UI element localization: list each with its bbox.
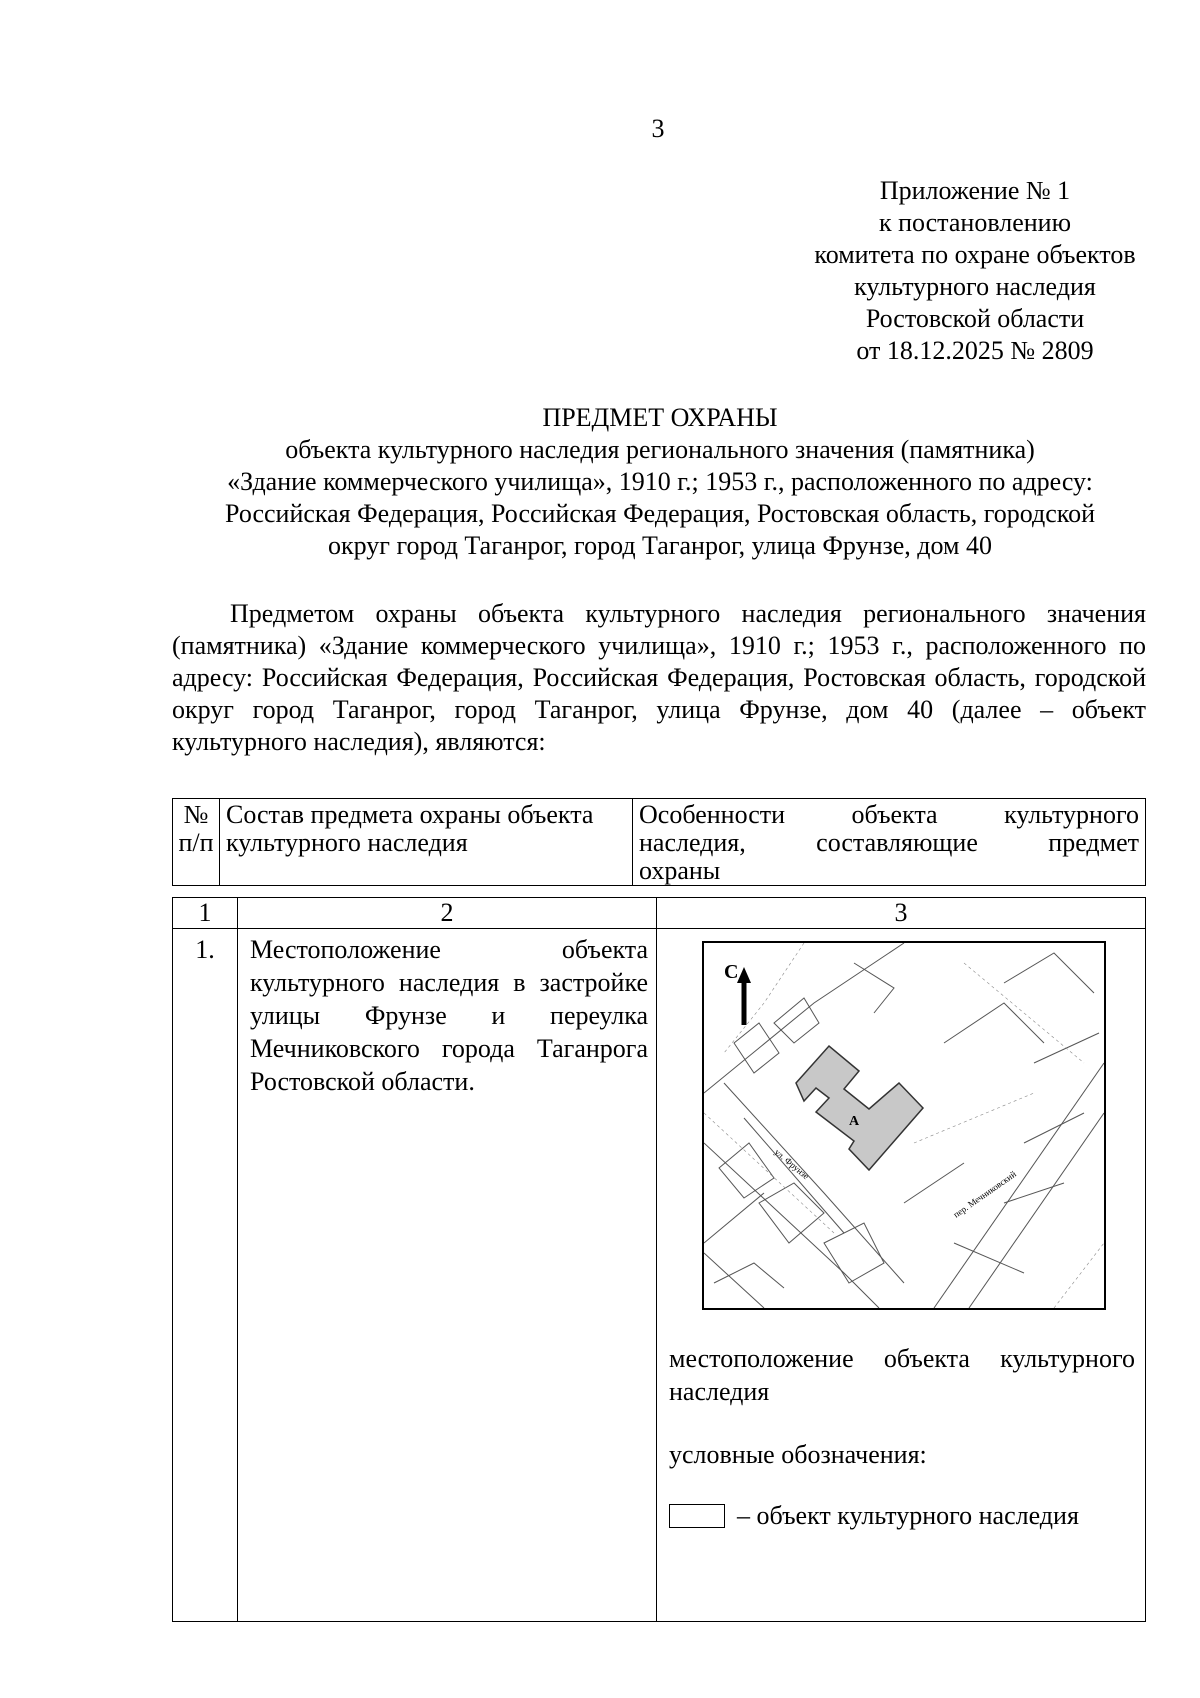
header-table	[172, 798, 1146, 886]
title-line: «Здание коммерческого училища», 1910 г.; 1953 г., расположенного по адресу:	[227, 467, 1093, 496]
features-text	[657, 1342, 1145, 1532]
document-title-block	[160, 402, 1160, 562]
street-label: ул. Фрунзе	[772, 1146, 811, 1182]
legend-title: условные обозначения:	[669, 1440, 927, 1469]
header-features-line: наследия, составляющие предмет	[639, 828, 1139, 857]
legend-item	[669, 1499, 1135, 1532]
appendix-line: культурного наследия	[854, 272, 1096, 301]
column-index: 1	[173, 898, 238, 929]
header-features-line: Особенности объекта культурного	[639, 800, 1139, 829]
page-number: 3	[651, 114, 665, 143]
header-features-cell	[633, 799, 1146, 886]
header-features-line: охраны	[639, 856, 721, 885]
appendix-line: Ростовской области	[865, 304, 1085, 333]
header-number-abbr: п/п	[178, 828, 214, 857]
column-index: 2	[238, 898, 657, 929]
row-features-cell	[657, 929, 1146, 1622]
column-index: 3	[657, 898, 1146, 929]
north-label: С	[724, 961, 739, 983]
appendix-line: Приложение № 1	[879, 176, 1071, 205]
legend-swatch	[669, 1504, 725, 1528]
appendix-block	[760, 175, 1190, 367]
appendix-line: от 18.12.2025 № 2809	[856, 336, 1094, 365]
subject-table	[172, 897, 1146, 1622]
appendix-line: комитета по охране объектов	[814, 240, 1136, 269]
heritage-object-outline	[796, 1046, 923, 1170]
title-line: Российская Федерация, Российская Федерация, Ростовская область, городской	[225, 499, 1095, 528]
location-description: Местоположение объекта культурного наследия в застройке улицы Фрунзе и переулка Мечниковского города Таганрога Ростовской области.	[250, 935, 648, 1096]
appendix-line: к постановлению	[878, 208, 1072, 237]
header-number-cell	[173, 799, 220, 886]
document-heading: ПРЕДМЕТ ОХРАНЫ	[542, 403, 778, 432]
map-caption: местоположение объекта культурного наследия	[669, 1344, 1135, 1406]
row-composition-cell	[238, 929, 657, 1622]
column-index-row	[173, 898, 1146, 929]
legend-item-label: – объект культурного наследия	[737, 1501, 1079, 1530]
header-composition-cell: Состав предмета охраны объекта культурного наследия	[220, 799, 633, 886]
location-map	[702, 941, 1106, 1310]
street-label: пер. Мечниковский	[951, 1168, 1018, 1220]
table-row	[173, 929, 1146, 1622]
location-map-drawing	[704, 943, 1104, 1308]
north-arrowhead-icon	[737, 967, 751, 983]
object-label: А	[849, 1114, 860, 1129]
title-line: округ город Таганрог, город Таганрог, улица Фрунзе, дом 40	[327, 531, 992, 560]
header-number-symbol: №	[183, 800, 209, 829]
title-line: объекта культурного наследия регионального значения (памятника)	[285, 435, 1035, 464]
row-number: 1.	[173, 929, 238, 1622]
intro-paragraph: Предметом охраны объекта культурного наследия регионального значения (памятника) «Здание коммерческого училища», 1910 г.; 1953 г., расположенного по адресу: Российская Федерация, Российская Федерация, Ростовская область, городской округ город Таганрог, город Таганрог, улица Фрунзе, дом 40 (далее – объект культурного наследия), являются:	[172, 599, 1146, 756]
